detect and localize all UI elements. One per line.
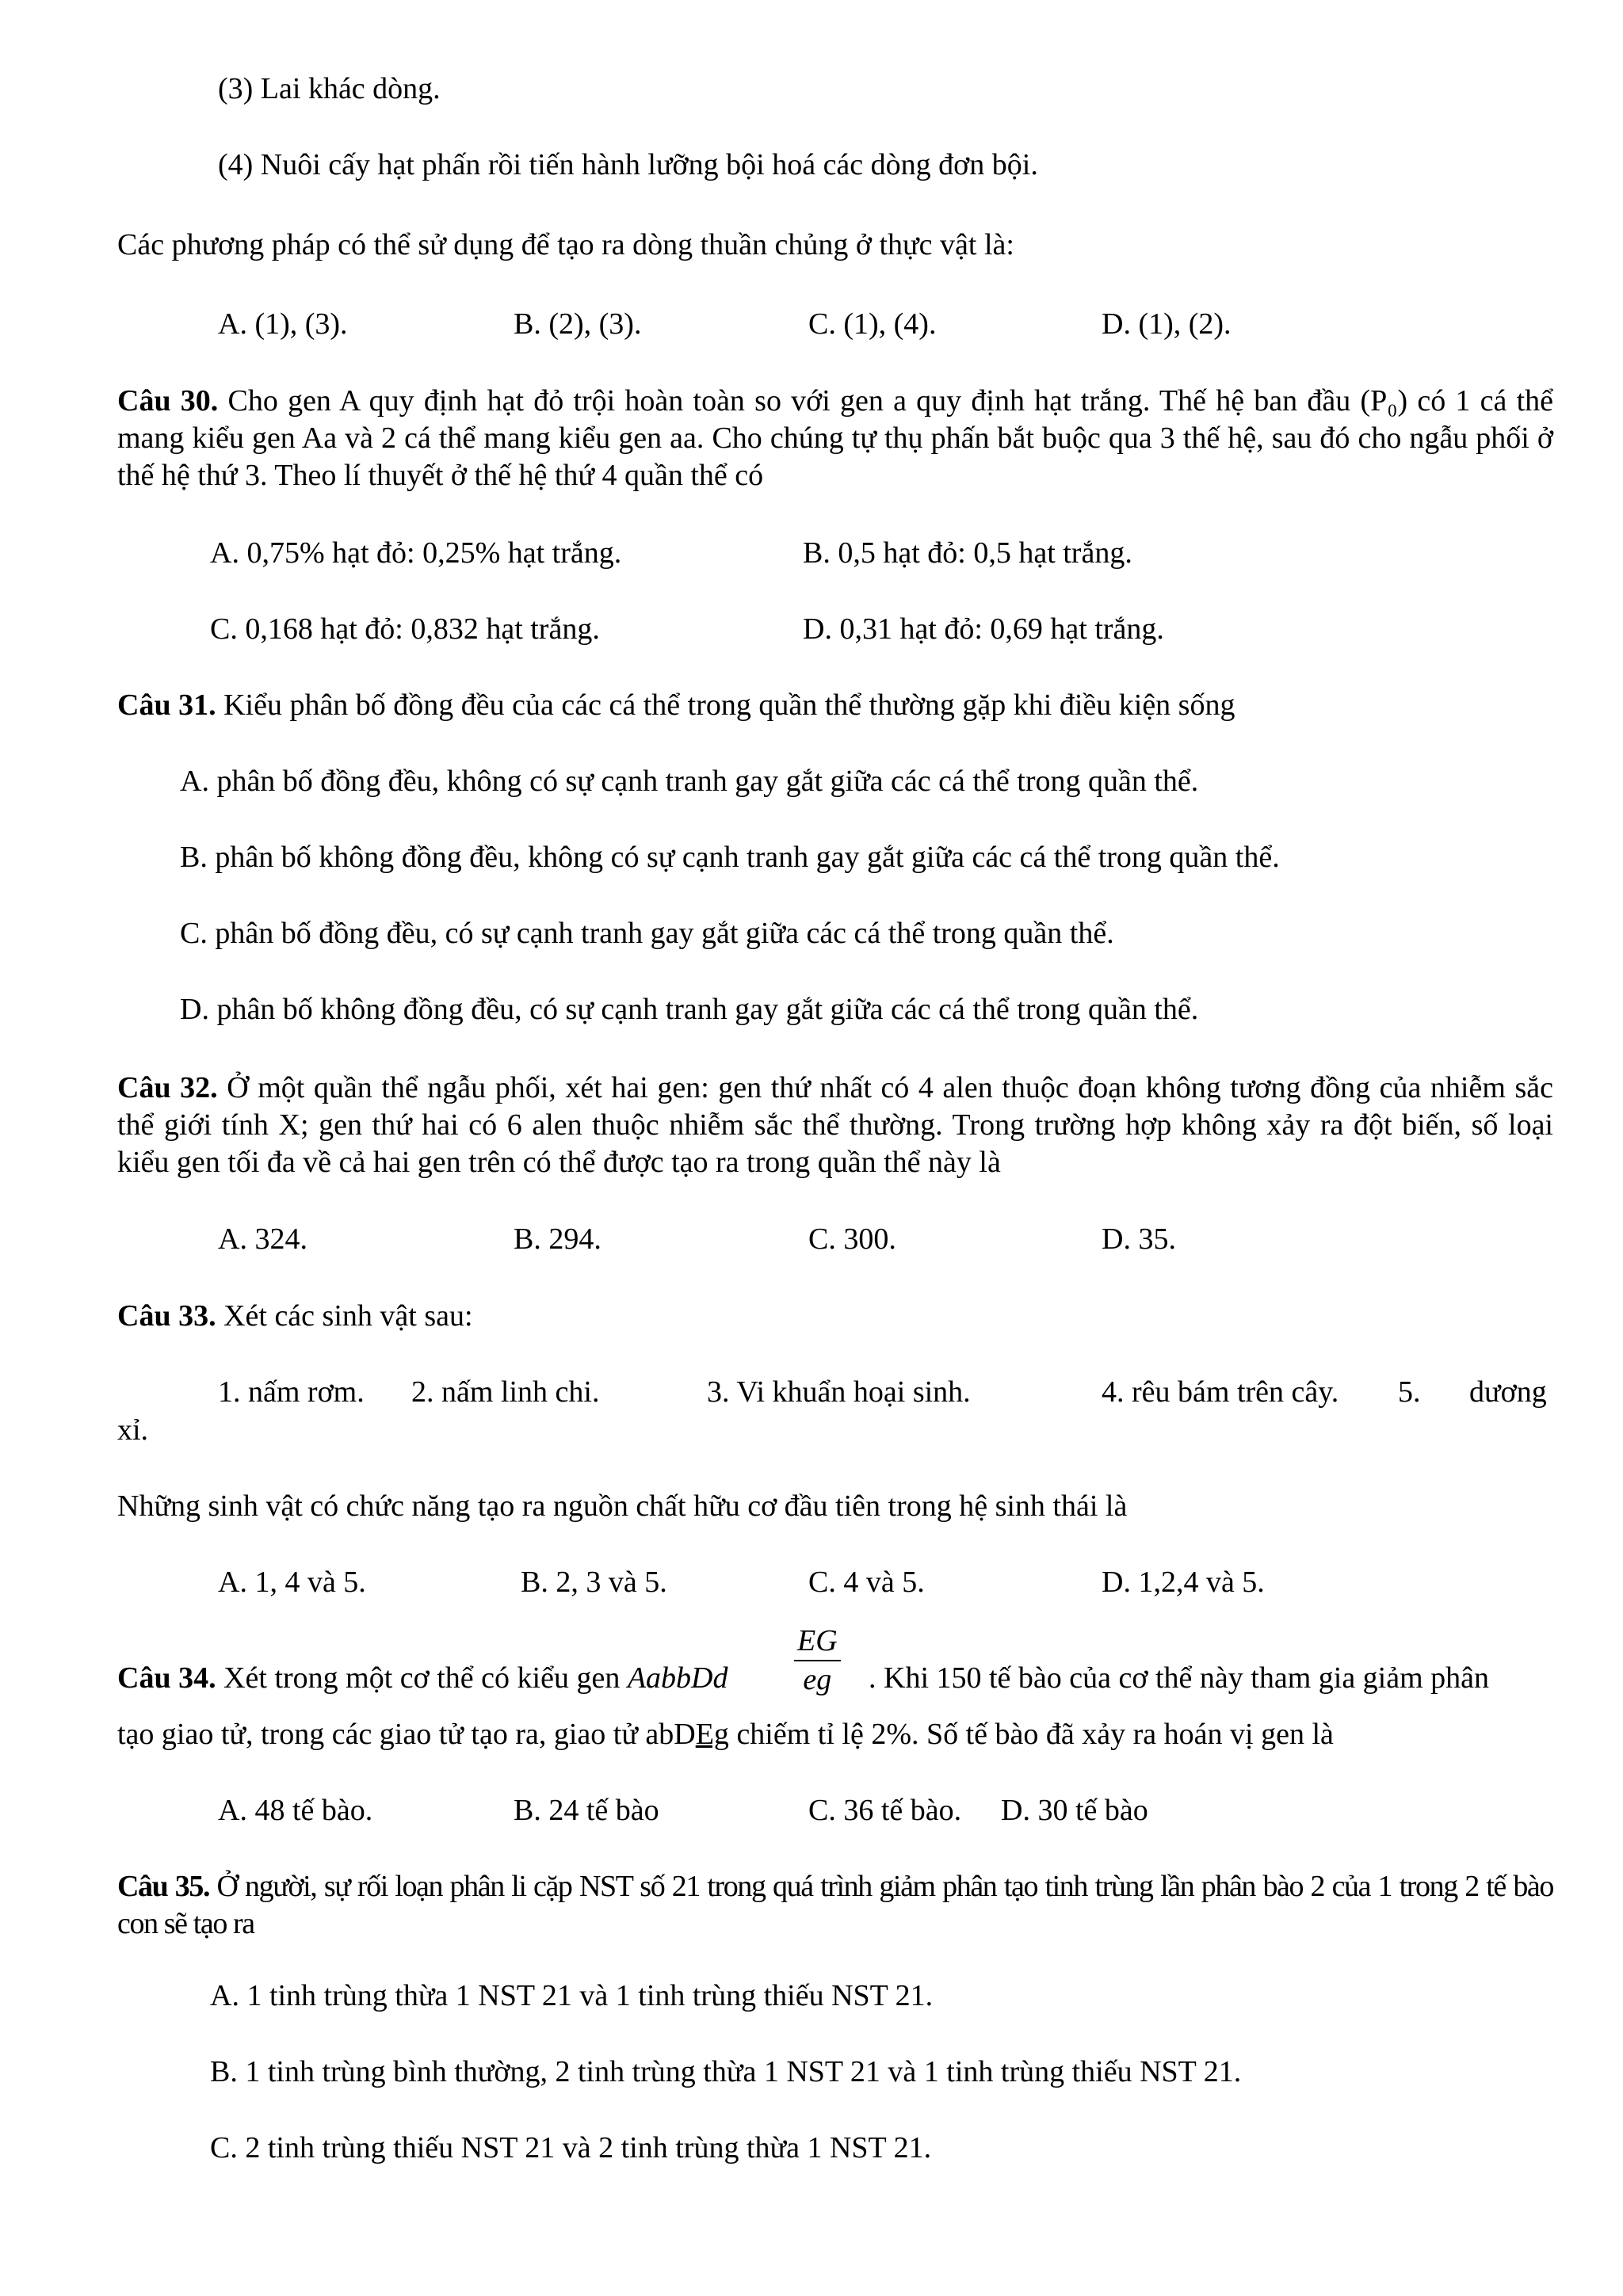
q31-option-c: C. phân bố đồng đều, có sự cạnh tranh gay gắt giữa các cá thể trong quần thể. [180,917,1114,950]
q31-option-a: A. phân bố đồng đều, không có sự cạnh tranh gay gắt giữa các cá thể trong quần thể. [180,765,1199,798]
intro-option-c: C. (1), (4). [808,307,937,341]
genotype: AabbDd [627,1661,728,1695]
q30-option-c: C. 0,168 hạt đỏ: 0,832 hạt trắng. [210,612,600,646]
genotype-fraction [794,1622,841,1698]
question-33 [117,1297,473,1335]
q34-option-c: C. 36 tế bào. [808,1794,962,1827]
q35-option-c: C. 2 tinh trùng thiếu NST 21 và 2 tinh trùng thừa 1 NST 21. [210,2131,932,2164]
question-34-line1 [117,1659,727,1697]
intro-option-d: D. (1), (2). [1102,307,1232,341]
q34-option-b: B. 24 tế bào [514,1794,659,1827]
question-31-label: Câu 31. [117,688,216,722]
intro-option-b: B. (2), (3). [514,307,642,341]
question-31 [117,686,1235,724]
q31-option-b: B. phân bố không đồng đều, không có sự cạnh tranh gay gắt giữa các cá thể trong quần thể. [180,841,1280,874]
q34-line2-end: chiếm tỉ lệ 2%. Số tế bào đã xảy ra hoán vị gen là [728,1718,1334,1751]
q35-option-b: B. 1 tinh trùng bình thường, 2 tinh trùng thừa 1 NST 21 và 1 tinh trùng thiếu NST 21. [210,2055,1242,2088]
question-35-text: Ở người, sự rối loạn phân li cặp NST số 21 trong quá trình giảm phân tạo tinh trùng lần phân bào 2 của 1 trong 2 tế bào con sẽ tạo ra [117,1870,1554,1940]
organism-5-number: 5. [1398,1375,1421,1409]
question-33-text: Xét các sinh vật sau: [216,1299,473,1333]
question-32-text: Ở một quần thể ngẫu phối, xét hai gen: gen thứ nhất có 4 alen thuộc đoạn không tương đồng của nhiễm sắc thể giới tính X; gen thứ hai có 6 alen thuộc nhiễm sắc thể thường. Trong trường hợp không xảy ra đột biến, số loại kiểu gen tối đa về cả hai gen trên có thể được tạo ra trong quần thể này là [117,1071,1553,1179]
question-30 [117,383,1553,494]
question-34-label: Câu 34. [117,1661,216,1695]
q32-option-b: B. 294. [514,1222,601,1256]
q35-option-a: A. 1 tinh trùng thừa 1 NST 21 và 1 tinh trùng thiếu NST 21. [210,1979,934,2012]
organism-1: 1. nấm rơm. [218,1375,365,1409]
question-30-text: Cho gen A quy định hạt đỏ trội hoàn toàn so với gen a quy định hạt trắng. Thế hệ ban đầu (P₀) có 1 cá thể mang kiểu gen Aa và 2 cá thể mang kiểu gen aa. Cho chúng tự thụ phấn bắt buộc qua 3 thế hệ, sau đó cho ngẫu phối ở thế hệ thứ 3. Theo lí thuyết ở thế hệ thứ 4 quần thể có [117,384,1554,492]
question-33-label: Câu 33. [117,1299,216,1333]
organism-2: 2. nấm linh chi. [411,1375,600,1409]
organism-5-name-cont: xỉ. [117,1413,149,1447]
q31-option-d: D. phân bố không đồng đều, có sự cạnh tranh gay gắt giữa các cá thể trong quần thể. [180,993,1199,1026]
q34-option-d: D. 30 tế bào [1001,1794,1148,1827]
organism-4: 4. rêu bám trên cây. [1102,1375,1339,1409]
question-34-text-before: Xét trong một cơ thể có kiểu gen [216,1661,628,1695]
question-30-label: Câu 30. [117,384,219,418]
question-32 [117,1070,1553,1181]
q34-line2-start: tạo giao tử, trong các giao tử tạo ra, giao tử abD [117,1718,696,1751]
q33-option-c: C. 4 và 5. [808,1566,925,1599]
question-31-text: Kiểu phân bố đồng đều của các cá thể trong quần thể thường gặp khi điều kiện sống [216,688,1235,722]
method-item-3: (3) Lai khác dòng. [218,72,441,105]
question-34-line2 [117,1715,1334,1753]
q30-option-d: D. 0,31 hạt đỏ: 0,69 hạt trắng. [803,612,1164,646]
organism-5-name: dương [1469,1375,1547,1409]
method-item-4: (4) Nuôi cấy hạt phấn rồi tiến hành lưỡng bội hoá các dòng đơn bội. [218,148,1038,181]
question-32-label: Câu 32. [117,1071,218,1104]
q33-option-b: B. 2, 3 và 5. [521,1566,667,1599]
q34-underlined-allele: Eg [695,1718,729,1751]
q30-option-a: A. 0,75% hạt đỏ: 0,25% hạt trắng. [210,536,622,570]
fraction-denominator: eg [803,1663,832,1696]
q33-stem: Những sinh vật có chức năng tạo ra nguồn chất hữu cơ đầu tiên trong hệ sinh thái là [117,1489,1128,1523]
question-35-label: Câu 35. [117,1870,210,1903]
intro-stem: Các phương pháp có thể sử dụng để tạo ra dòng thuần chủng ở thực vật là: [117,228,1014,261]
question-34-text-after: . Khi 150 tế bào của cơ thể này tham gia giảm phân [869,1661,1490,1695]
q32-option-c: C. 300. [808,1222,896,1256]
fraction-numerator: EG [794,1622,841,1661]
q33-option-d: D. 1,2,4 và 5. [1102,1566,1265,1599]
question-35 [117,1868,1553,1943]
q34-option-a: A. 48 tế bào. [218,1794,373,1827]
q32-option-d: D. 35. [1102,1222,1176,1256]
q30-option-b: B. 0,5 hạt đỏ: 0,5 hạt trắng. [803,536,1132,570]
q32-option-a: A. 324. [218,1222,307,1256]
intro-option-a: A. (1), (3). [218,307,348,341]
q33-option-a: A. 1, 4 và 5. [218,1566,366,1599]
organism-3: 3. Vi khuẩn hoại sinh. [707,1375,971,1409]
